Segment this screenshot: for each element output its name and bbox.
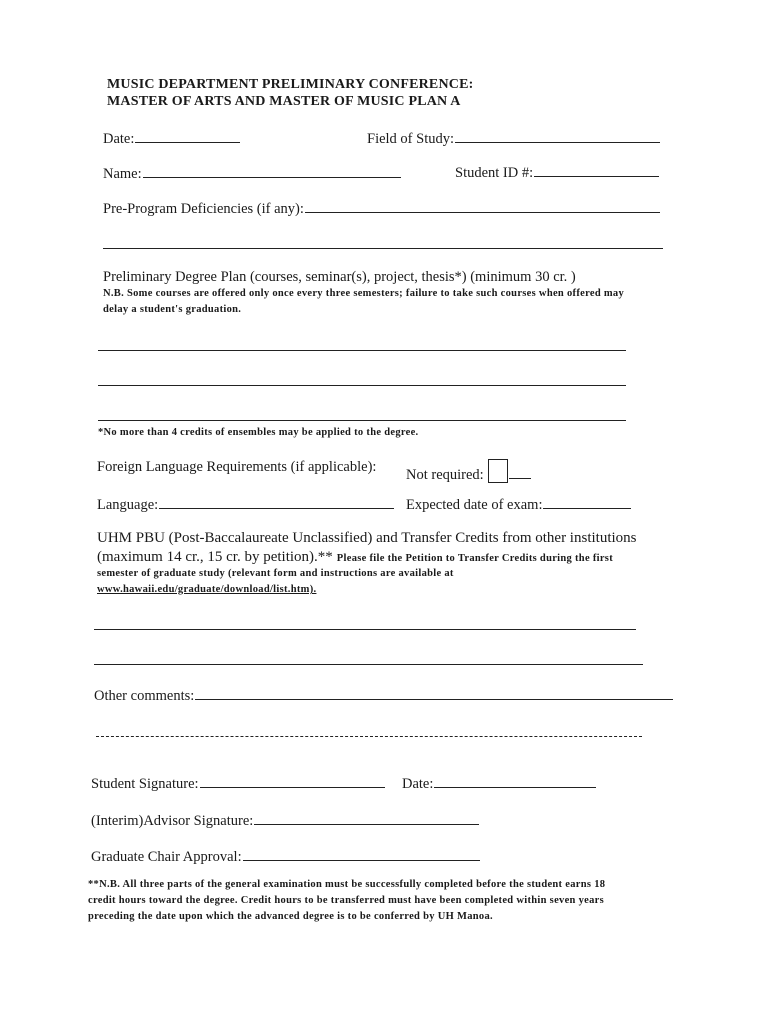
advisor-signature-label: (Interim)Advisor Signature: [91, 813, 254, 829]
footer-note-3: preceding the date upon which the advanced degree is to be conferred by UH Manoa. [88, 911, 493, 922]
exam-date-row [406, 495, 631, 514]
deficiencies-input-line[interactable] [305, 199, 660, 213]
name-input-line[interactable] [143, 164, 401, 178]
not-required-label: Not required: [406, 467, 484, 483]
not-required-line [509, 465, 531, 479]
comments-label: Other comments: [94, 688, 195, 704]
student-id-input-line[interactable] [534, 163, 659, 177]
transfer-url-link[interactable]: www.hawaii.edu/graduate/download/list.htm). [97, 584, 317, 595]
name-row [103, 164, 401, 183]
transfer-line-field-1[interactable] [94, 629, 636, 630]
degree-plan-note-2: delay a student's graduation. [103, 304, 242, 315]
transfer-petition-note: Please file the Petition to Transfer Credits during the first [336, 553, 613, 564]
chair-approval-label: Graduate Chair Approval: [91, 849, 242, 865]
date-label: Date: [103, 131, 135, 147]
field-of-study-row [367, 129, 660, 148]
chair-approval-row [91, 847, 480, 866]
signature-date-label: Date: [402, 776, 434, 792]
field-of-study-label: Field of Study: [367, 131, 455, 147]
not-required-checkbox[interactable] [488, 459, 508, 483]
degree-plan-line-3[interactable] [98, 420, 626, 421]
transfer-max-credits: (maximum 14 cr., 15 cr. by petition).** [97, 549, 333, 565]
degree-plan-line-2[interactable] [98, 385, 626, 386]
student-id-row [455, 163, 659, 182]
name-label: Name: [103, 166, 142, 182]
deficiencies-extra-line[interactable] [103, 248, 663, 249]
deficiencies-row [103, 199, 660, 218]
signature-date-line[interactable] [434, 774, 596, 788]
signature-date-row [402, 774, 596, 793]
chair-approval-line[interactable] [243, 847, 480, 861]
student-signature-line[interactable] [200, 774, 385, 788]
comments-input-line[interactable] [195, 686, 673, 700]
student-id-label: Student ID #: [455, 165, 534, 181]
exam-date-input-line[interactable] [543, 495, 631, 509]
transfer-line-1: UHM PBU (Post-Baccalaureate Unclassified) and Transfer Credits from other institutions [97, 530, 637, 546]
ensembles-note: *No more than 4 credits of ensembles may be applied to the degree. [98, 427, 419, 438]
student-signature-row [91, 774, 385, 793]
advisor-signature-row [91, 811, 479, 830]
exam-date-label: Expected date of exam: [406, 497, 543, 513]
date-field-row [103, 129, 240, 148]
title-line-2: MASTER OF ARTS AND MASTER OF MUSIC PLAN A [107, 94, 461, 109]
transfer-line-2 [97, 548, 613, 566]
title-line-1: MUSIC DEPARTMENT PRELIMINARY CONFERENCE: [107, 77, 474, 92]
degree-plan-heading: Preliminary Degree Plan (courses, seminar(s), project, thesis*) (minimum 30 cr. ) [103, 269, 576, 285]
degree-plan-note-1: N.B. Some courses are offered only once every three semesters; failure to take such courses when offered may [103, 288, 625, 299]
deficiencies-label: Pre-Program Deficiencies (if any): [103, 201, 304, 217]
language-row [97, 495, 394, 514]
language-requirements-label: Foreign Language Requirements (if applicable): [97, 459, 377, 475]
transfer-line-field-2[interactable] [94, 664, 643, 665]
not-required-row [406, 459, 531, 484]
student-signature-label: Student Signature: [91, 776, 199, 792]
language-label: Language: [97, 497, 159, 513]
comments-row [94, 686, 673, 705]
transfer-line-3: semester of graduate study (relevant form and instructions are available at [97, 568, 454, 579]
degree-plan-line-1[interactable] [98, 350, 626, 351]
comments-extra-line[interactable] [96, 736, 642, 737]
advisor-signature-line[interactable] [254, 811, 479, 825]
footer-note-2: credit hours toward the degree. Credit hours to be transferred must have been completed within seven years [88, 895, 605, 906]
date-input-line[interactable] [135, 129, 240, 143]
footer-note-1: **N.B. All three parts of the general examination must be successfully completed before the student earns 18 [88, 879, 606, 890]
field-of-study-input-line[interactable] [455, 129, 660, 143]
language-input-line[interactable] [159, 495, 394, 509]
